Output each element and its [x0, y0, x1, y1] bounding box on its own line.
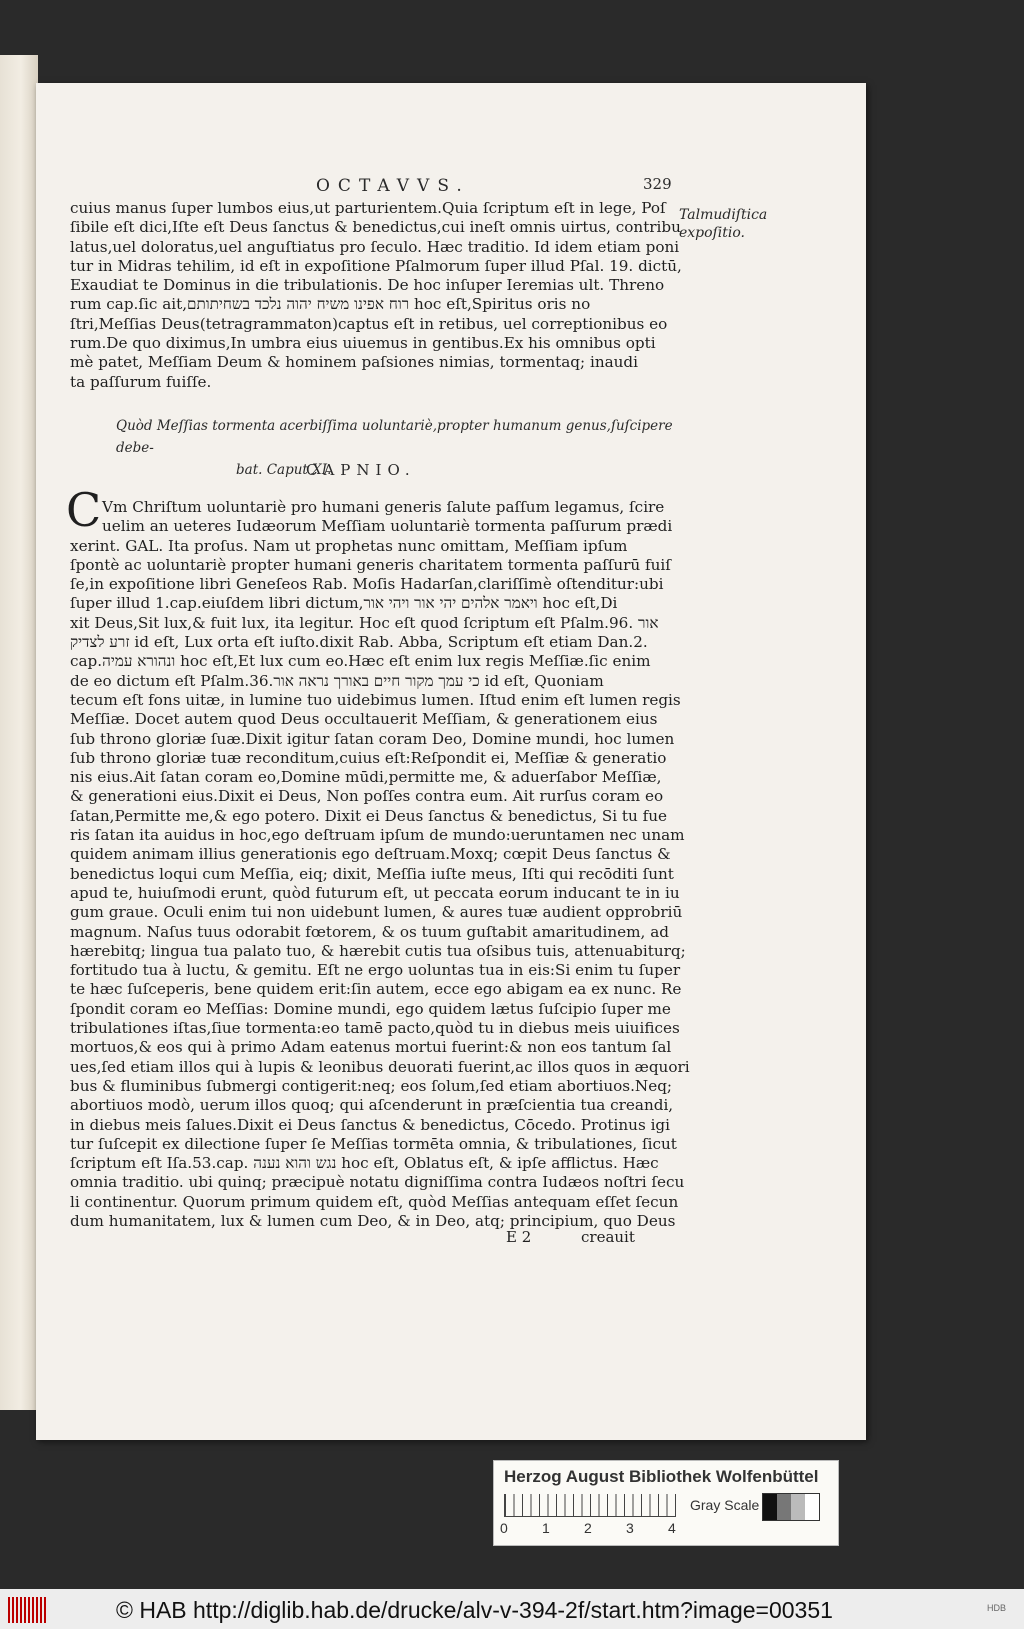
viewer-footer — [0, 1589, 1024, 1629]
text-line: uelim an ueteres Iudæorum Meſſiam uoluntariè tormenta paſſurum prædi — [102, 517, 673, 536]
text-line: tur in Midras tehilim, id eſt in expoſitione Pſalmorum ſuper illud Pſal. 19. dictū, — [70, 256, 682, 275]
text-line: ſub throno gloriæ ſuæ.Dixit igitur ſatan coram Deo, Domine mundi, hoc lumen — [70, 729, 675, 748]
gray-swatch — [763, 1494, 777, 1520]
gray-swatch — [791, 1494, 805, 1520]
scale-number: 4 — [668, 1520, 676, 1536]
text-line: apud te, huiuſmodi erunt, quòd futurum eſt, ut peccata eorum inducant te in iu — [70, 883, 680, 902]
text-line: ſtri,Meſſias Deus(tetragrammaton)captus eſt in retibus, uel correptionibus eo — [70, 314, 668, 333]
text-line: de eo dictum eſt Pſalm.36.כי עמך מקור חיים באורך נראה אור id eſt, Quoniam — [70, 671, 604, 690]
previous-page-edge — [0, 55, 38, 1410]
text-line: ſibile eſt dici,Iſte eſt Deus ſanctus & benedictus,cui ineſt omnis uirtus, contribu — [70, 218, 681, 237]
library-name: Herzog August Bibliothek Wolfenbüttel — [504, 1467, 819, 1486]
text-line: te hæc ſuſceperis, bene quidem erit:ſin autem, ecce ego abigam ea ex nunc. Re — [70, 980, 682, 999]
text-line: mè patet, Meſſiam Deum & hominem paſsiones nimias, tormentaq; inaudi — [70, 353, 639, 372]
text-line: li continentur. Quorum primum quidem eſt, quòd Meſſias antequam eſſet ſecun — [70, 1192, 679, 1211]
scale-ruler — [504, 1494, 676, 1517]
margin-note-line: expoſitio. — [679, 225, 745, 241]
text-line: xerint. GAL. Ita proſus. Nam ut prophetas nunc omittam, Meſſiam ipſum — [70, 536, 628, 555]
page-number: 329 — [643, 175, 672, 193]
text-line: tecum eſt fons uitæ, in lumine tuo uidebimus lumen. Iſtud enim eſt lumen regis — [70, 690, 681, 709]
text-line: Vm Chriſtum uoluntariè pro humani generis ſalute paſſum legamus, ſcire — [102, 498, 665, 516]
text-line: ſpontè ac uoluntariè propter humani generis charitatem tormenta paſſurū fuiſ — [70, 555, 671, 574]
text-line: fortitudo tua à luctu, & gemitu. Eſt ne ergo uoluntas tua in eis:Si enim tu ſuper — [70, 961, 681, 980]
footer-mark: HDB — [986, 1603, 1006, 1613]
text-line: ſpondit coram eo Meſſias: Domine mundi, ego quidem lætus ſuſcipio ſuper me — [70, 999, 671, 1018]
text-line: tur ſuſcepit ex dilectione ſuper ſe Meſſias tormēta omnia, & tribulationes, ſicut — [70, 1134, 677, 1153]
text-line: tribulationes iſtas,ſiue tormenta:eo tamē pacto,quòd tu in diebus meis uiuifices — [70, 1019, 680, 1038]
text-line: benedictus loqui cum Meſſia, eiq; dixit, Meſſia iuſte meus, Iſti qui recōditi ſunt — [70, 864, 674, 883]
source-url[interactable]: © HAB http://diglib.hab.de/drucke/alv-v-394-2f/start.htm?image=00351 — [116, 1597, 833, 1623]
text-line: gum graue. Oculi enim tui non uidebunt lumen, & aures tuæ audient opprobriū — [70, 903, 683, 922]
text-line: nis eius.Ait ſatan coram eo,Domine mūdi,permitte me, & aduerſabor Meſſiæ, — [70, 768, 662, 787]
text-line: omnia traditio. ubi quinq; præcipuè notatu digniſſima contra Iudæos noſtri ſecu — [70, 1173, 685, 1192]
text-line: & generationi eius.Dixit ei Deus, Non poſſes contra eum. Ait rurſus coram eo — [70, 787, 664, 806]
text-line: ſub throno gloriæ tuæ reconditum,cuius eſt:Reſpondit ei, Meſſiæ & generatio — [70, 748, 667, 767]
text-line: cap.ונהורא עמיה hoc eſt,Et lux cum eo.Hæc eſt enim lux regis Meſſiæ.ſic enim — [70, 652, 651, 671]
scale-number: 2 — [584, 1520, 592, 1536]
text-line: mortuos,& eos qui à primo Adam eatenus mortui fuerint:& non eos tantum ſal — [70, 1038, 672, 1057]
speaker-name: CAPNIO. — [306, 461, 416, 479]
chapter-heading-line: Quòd Meſſias tormenta acerbiſſima uoluntariè,propter humanum genus,ſuſcipere debe- — [116, 418, 673, 456]
gray-scale-label: Gray Scale — [690, 1497, 760, 1513]
text-line: in diebus meis ſalues.Dixit ei Deus ſanctus & benedictus, Cōcedo. Protinus igi — [70, 1115, 671, 1134]
text-line: ſcriptum eſt Iſa.53.cap. נגש והוא נענה hoc eſt, Oblatus eſt, & ipſe afflictus. Hæc — [70, 1154, 659, 1173]
text-line: abortiuos modò, uerum illos quoq; qui aſcenderunt in præſcientia tua creandi, — [70, 1096, 674, 1115]
scale-number: 0 — [500, 1520, 508, 1536]
color-calibration-card — [493, 1460, 839, 1546]
text-line: quidem animam illius generationis ego deſtruam.Moxq; cœpit Deus ſanctus & — [70, 845, 671, 864]
drop-capital: C — [66, 483, 102, 537]
catchword: creauit — [581, 1228, 635, 1246]
scale-number: 1 — [542, 1520, 550, 1536]
text-line: ues,ſed etiam illos qui à lupis & leonibus deuorati fuerint,ac illos quos in æquori — [70, 1057, 690, 1076]
paragraph-2 — [70, 498, 710, 1231]
text-line: xit Deus,Sit lux,& fuit lux, ita legitur. Hoc eſt quod ſcriptum eſt Pſalm.96. אור — [70, 613, 659, 632]
gray-swatch — [805, 1494, 819, 1520]
text-line: cuius manus ſuper lumbos eius,ut parturientem.Quia ſcriptum eſt in lege, Poſ — [70, 199, 666, 217]
text-line: rum.De quo diximus,In umbra eius uiuemus in gentibus.Ex his omnibus opti — [70, 334, 656, 353]
running-head: OCTAVVS. — [316, 176, 470, 196]
signature-mark: E 2 — [506, 1228, 532, 1246]
text-line: ris ſatan ita auidus in hoc,ego deſtruam ipſum de mundo:ueruntamen nec unam — [70, 826, 685, 845]
book-page — [36, 83, 866, 1440]
text-line: ſatan,Permitte me,& ego potero. Dixit ei Deus ſanctus & benedictus, Si tu fue — [70, 806, 668, 825]
text-line: Exaudiat te Dominus in die tribulationis. De hoc inſuper Ieremias ult. Threno — [70, 276, 665, 295]
text-line: ſuper illud 1.cap.eiuſdem libri dictum,ויאמר אלהים יהי אור ויהי אור hoc eſt,Di — [70, 594, 618, 613]
text-line: dum humanitatem, lux & lumen cum Deo, & in Deo, atq; principium, quo Deus — [70, 1211, 676, 1230]
text-line: ta paſſurum fuiſſe. — [70, 372, 212, 391]
hab-logo-icon — [8, 1597, 46, 1623]
text-line: ſe,in expoſitione libri Geneſeos Rab. Moſis Hadarſan,clariſſimè oſtenditur:ubi — [70, 575, 664, 594]
text-line: rum cap.ſic ait,רוח אפינו משיח יהוה נלכד בשחיתותם hoc eſt,Spiritus oris no — [70, 295, 591, 314]
gray-swatch — [777, 1494, 791, 1520]
paragraph-1 — [70, 199, 710, 392]
scale-number: 3 — [626, 1520, 634, 1536]
margin-note-line: Talmudiſtica — [679, 207, 768, 223]
gray-scale-swatches — [762, 1493, 820, 1521]
text-line: hærebitq; lingua tua palato tuo, & hærebit cutis tua oſsibus tuis, attenuabiturq; — [70, 941, 686, 960]
text-line: Meſſiæ. Docet autem quod Deus occultauerit Meſſiam, & generationem eius — [70, 710, 658, 729]
text-line: latus,uel doloratus,uel anguſtiatus pro ſeculo. Hæc traditio. Id idem etiam poni — [70, 237, 680, 256]
text-line: זרע לצדיק id eſt, Lux orta eſt iuſto.dixit Rab. Abba, Scriptum eſt etiam Dan.2. — [70, 633, 648, 652]
text-line: bus & fluminibus ſubmergi contigerit:neq; eos ſolum,ſed etiam abortiuos.Neq; — [70, 1076, 673, 1095]
chapter-heading-line: bat. Caput XI. — [236, 462, 332, 478]
text-line: magnum. Naſus tuus odorabit fœtorem, & os tuum guſtabit amaritudinem, ad — [70, 922, 669, 941]
